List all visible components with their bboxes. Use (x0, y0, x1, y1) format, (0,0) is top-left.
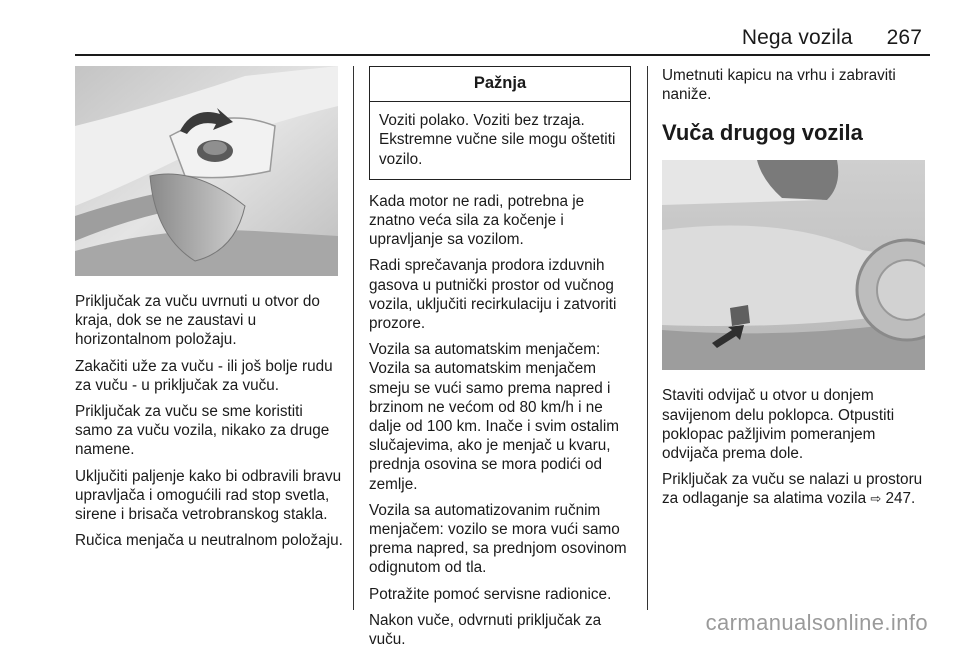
notice-body: Voziti polako. Voziti bez trzaja. Ekstremne vučne sile mogu oštetiti vozilo. (379, 112, 616, 168)
paragraph: Vozila sa automatizovanim ručnim menjačem: vozilo se mora vući samo prema napred, sa prednjom osovinom odignutom od tla. (369, 501, 627, 577)
paragraph: Priključak za vuču se sme koristiti samo za vuču vozila, nikako za druge namene. (75, 403, 330, 459)
column-divider (353, 66, 354, 610)
paragraph: Zakačiti uže za vuču - ili još bolje rudu za vuču - u priključak za vuču. (75, 357, 333, 394)
notice-title: Pažnja (370, 67, 630, 102)
column-1 (75, 66, 343, 557)
paragraph: Ručica menjača u neutralnom položaju. (75, 532, 343, 550)
rear-bumper-photo (662, 160, 925, 370)
paragraph: Kada motor ne radi, potrebna je znatno veća sila za kočenje i upravljanje sa vozilom. (369, 192, 585, 249)
section-heading: Vuča drugog vozila (662, 120, 863, 146)
reference-text: Priključak za vuču se nalazi u prostoru za odlaganje sa alatima vozila (662, 471, 923, 508)
cross-reference-paragraph (662, 470, 930, 508)
paragraph: Staviti odvijač u otvor u donjem savijenom delu poklopca. Otpustiti poklopac pažljivim pomeranjem odvijača prema dole. (662, 387, 895, 463)
paragraph: Nakon vuče, odvrnuti priključak za vuču. (369, 611, 602, 649)
column-divider (647, 66, 648, 610)
paragraph: Radi sprečavanja prodora izduvnih gasova u putnički prostor od vučnog vozila, uključiti recirkulaciju i zatvoriti prozore. (369, 257, 617, 333)
watermark: carmanualsonline.info (705, 610, 928, 635)
tow-eye-photo (75, 66, 338, 276)
paragraph: Uključiti paljenje kako bi odbravili bravu upravljača i omogućili rad stop svetla, sirene i brisača vetrobranskog stakla. (75, 467, 342, 524)
column-3 (662, 66, 930, 516)
section-title: Nega vozila (741, 26, 853, 49)
page-reference-link[interactable]: 247. (885, 490, 916, 508)
header-rule (75, 54, 930, 56)
paragraph: Priključak za vuču uvrnuti u otvor do kraja, dok se ne zaustavi u horizontalnom položaju. (75, 293, 320, 349)
page-number: 267 (886, 26, 922, 49)
page-reference-arrow-icon: ⇨ (870, 491, 882, 507)
paragraph: Vozila sa automatskim menjačem: Vozila sa automatskim menjačem smeju se vući samo prema napred i brzinom ne većom od 80 km/h i ne dalje od 100 km. Inače i svim ostalim slučajevima, ako je menjač u kvaru, prednja osovina se mora podići od zemlje. (369, 341, 619, 493)
column-2 (369, 66, 634, 656)
caution-notice (369, 66, 631, 180)
paragraph: Umetnuti kapicu na vrhu i zabraviti naniže. (662, 67, 896, 104)
page-header (742, 26, 922, 50)
paragraph: Potražite pomoć servisne radionice. (369, 585, 612, 603)
